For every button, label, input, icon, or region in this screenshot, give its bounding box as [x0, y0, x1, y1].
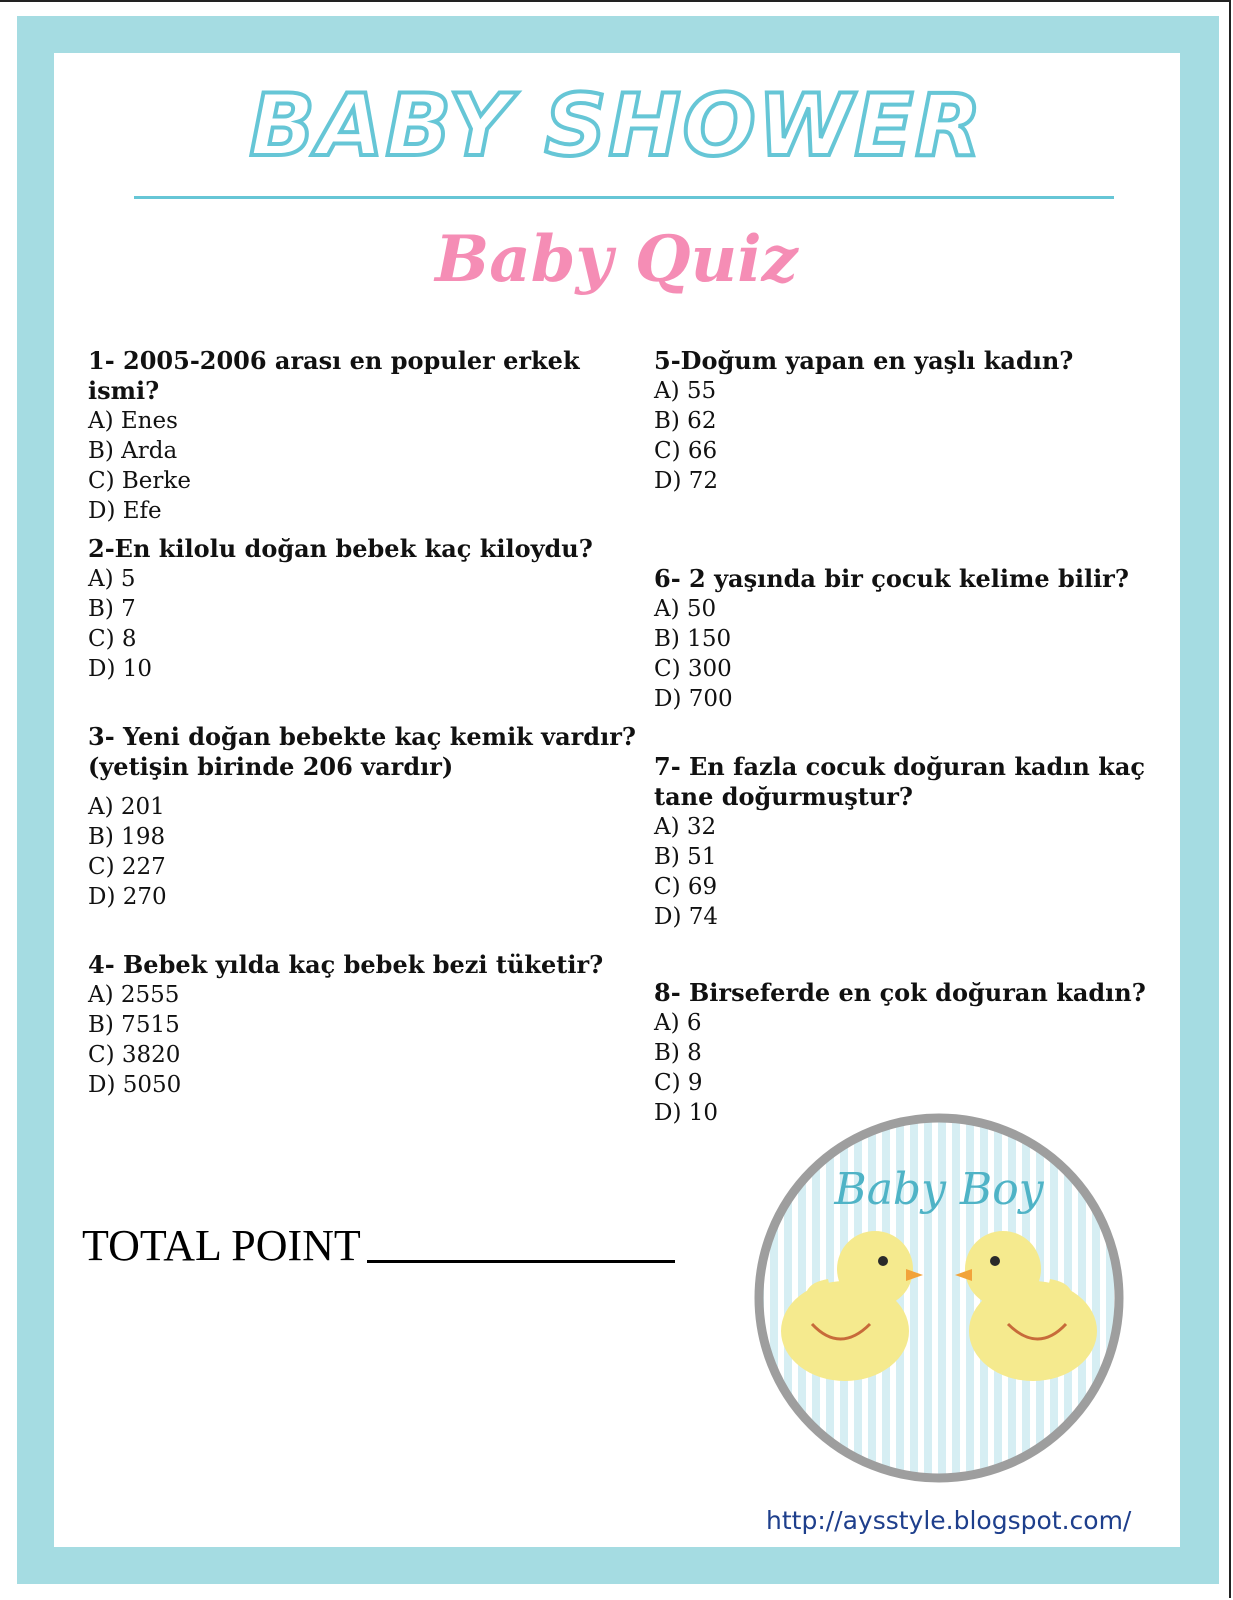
option-list	[654, 812, 1184, 932]
option-list	[654, 594, 1129, 714]
question-2	[88, 534, 593, 684]
option-b: B) Arda	[88, 438, 178, 464]
option-list	[654, 376, 1073, 496]
option-a: A) 2555	[88, 982, 180, 1008]
option-list	[88, 406, 648, 526]
option-b: B) 8	[654, 1040, 702, 1066]
option-a: A) 55	[654, 378, 717, 404]
question-4	[88, 950, 603, 1100]
option-d: D) 74	[654, 904, 718, 930]
question-1	[88, 346, 648, 526]
option-c: C) 300	[654, 656, 732, 682]
baby-boy-badge	[750, 1109, 1128, 1487]
question-text: 3- Yeni doğan bebekte kaç kemik vardır?	[88, 722, 636, 751]
question-3	[88, 722, 636, 912]
option-a: A) 201	[88, 794, 165, 820]
total-point	[82, 1220, 675, 1271]
quiz-subtitle: Baby Quiz	[435, 222, 798, 297]
option-c: C) 69	[654, 874, 718, 900]
option-d: D) 270	[88, 884, 167, 910]
option-c: C) Berke	[88, 468, 191, 494]
option-d: D) 10	[88, 656, 152, 682]
question-text: 5-Doğum yapan en yaşlı kadın?	[654, 346, 1074, 375]
total-point-blank[interactable]	[367, 1260, 675, 1263]
option-list	[88, 564, 593, 684]
option-d: D) 700	[654, 686, 733, 712]
total-point-label: TOTAL POINT	[82, 1221, 361, 1270]
blog-url-link[interactable]: http://aysstyle.blogspot.com/	[766, 1506, 1132, 1535]
option-list	[88, 980, 603, 1100]
option-d: D) Efe	[88, 498, 162, 524]
option-a: A) 50	[654, 596, 717, 622]
question-5	[654, 346, 1073, 496]
option-b: B) 7515	[88, 1012, 180, 1038]
option-c: C) 9	[654, 1070, 703, 1096]
badge-text: Baby Boy	[834, 1164, 1044, 1215]
option-c: C) 8	[88, 626, 137, 652]
question-8	[654, 978, 1146, 1128]
option-b: B) 150	[654, 626, 732, 652]
option-b: B) 51	[654, 844, 717, 870]
option-b: B) 62	[654, 408, 717, 434]
title-divider	[134, 196, 1114, 199]
option-c: C) 66	[654, 438, 718, 464]
option-a: A) 5	[88, 566, 136, 592]
question-text: 2-En kilolu doğan bebek kaç kiloydu?	[88, 534, 593, 563]
question-text: 7- En fazla cocuk doğuran kadın kaç tane doğurmuştur?	[654, 752, 1146, 811]
question-7	[654, 752, 1184, 932]
option-b: B) 7	[88, 596, 136, 622]
question-text: 4- Bebek yılda kaç bebek bezi tüketir?	[88, 950, 604, 979]
option-a: A) 6	[654, 1010, 702, 1036]
option-list	[88, 792, 636, 912]
option-a: A) Enes	[88, 408, 178, 434]
option-d: D) 10	[654, 1100, 718, 1126]
duck-badge-illustration	[750, 1109, 1128, 1487]
option-c: C) 3820	[88, 1042, 181, 1068]
question-6	[654, 564, 1129, 714]
question-note: (yetişin birinde 206 vardır)	[88, 752, 454, 781]
page-title: BABY SHOWER	[249, 76, 984, 176]
question-text: 6- 2 yaşında bir çocuk kelime bilir?	[654, 564, 1129, 593]
option-a: A) 32	[654, 814, 717, 840]
option-d: D) 5050	[88, 1072, 182, 1098]
option-b: B) 198	[88, 824, 166, 850]
question-text: 8- Birseferde en çok doğuran kadın?	[654, 978, 1146, 1007]
option-d: D) 72	[654, 468, 718, 494]
option-c: C) 227	[88, 854, 166, 880]
question-text: 1- 2005-2006 arası en populer erkek ismi?	[88, 346, 580, 405]
